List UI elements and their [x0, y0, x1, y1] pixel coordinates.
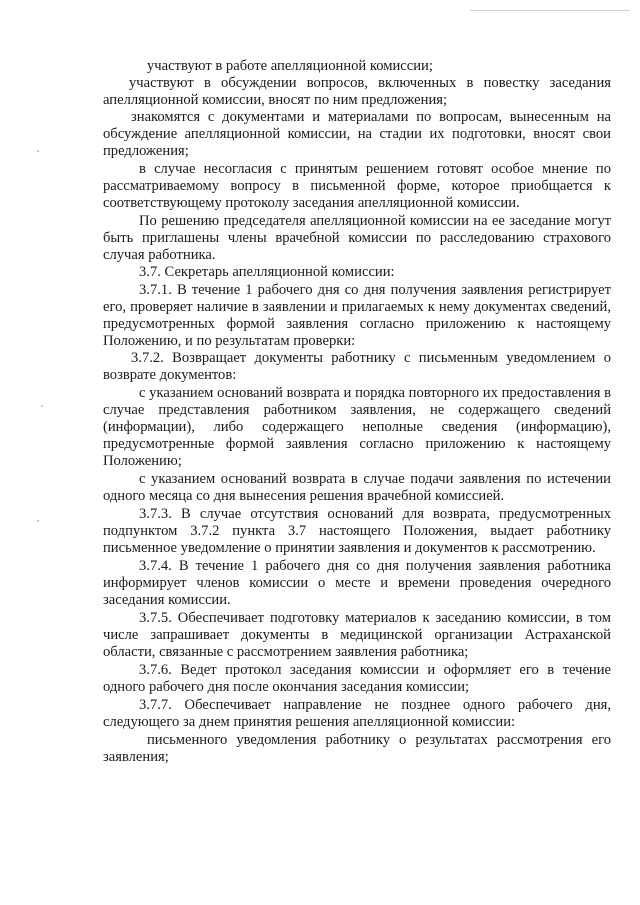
- paragraph: 3.7.7. Обеспечивает направление не позднее одного рабочего дня, следующего за днем принятия решения апелляционной комиссии:: [103, 697, 611, 730]
- paragraph: в случае несогласия с принятым решением готовят особое мнение по рассматриваемому вопросу в письменной форме, которое приобщается к соответствующему протоколу заседания апелляционной комиссии.: [103, 161, 611, 211]
- paragraph: 3.7.5. Обеспечивает подготовку материалов к заседанию комиссии, в том числе запрашивает документы в медицинской организации Астраханской области, связанные с рассмотрением заявления работника;: [103, 610, 611, 660]
- paragraph: с указанием оснований возврата в случае подачи заявления по истечении одного месяца со дня вынесения решения врачебной комиссией.: [103, 471, 611, 504]
- scan-speck: [37, 150, 39, 152]
- scan-speck: [41, 405, 43, 407]
- scan-speck: [37, 520, 39, 522]
- paragraph: По решению председателя апелляционной комиссии на ее заседание могут быть приглашены члены врачебной комиссии по расследованию страхового случая работника.: [103, 213, 611, 263]
- paragraph: 3.7.6. Ведет протокол заседания комиссии и оформляет его в течение одного рабочего дня после окончания заседания комиссии;: [103, 662, 611, 695]
- scan-edge-line: [470, 10, 630, 11]
- paragraph: 3.7. Секретарь апелляционной комиссии:: [139, 264, 395, 280]
- paragraph: письменного уведомления работнику о результатах рассмотрения его заявления;: [103, 732, 611, 765]
- paragraph: знакомятся с документами и материалами по вопросам, вынесенным на обсуждение апелляционной комиссии, на стадии их подготовки, вносят свои предложения;: [103, 109, 611, 159]
- document-body: [103, 58, 611, 766]
- paragraph: 3.7.1. В течение 1 рабочего дня со дня получения заявления регистрирует его, проверяет наличие в заявлении и прилагаемых к нему документах сведений, предусмотренных формой заявления согласно приложению к настоящему Положению, и по результатам проверки:: [103, 282, 611, 349]
- paragraph: 3.7.4. В течение 1 рабочего дня со дня получения заявления работника информирует членов комиссии о месте и времени проведения очередного заседания комиссии.: [103, 558, 611, 608]
- paragraph: 3.7.3. В случае отсутствия оснований для возврата, предусмотренных подпунктом 3.7.2 пункта 3.7 настоящего Положения, выдает работнику письменное уведомление о принятии заявления и документов к рассмотрению.: [103, 506, 611, 556]
- paragraph: участвуют в обсуждении вопросов, включенных в повестку заседания апелляционной комиссии, вносят по ним предложения;: [103, 75, 611, 108]
- paragraph: участвуют в работе апелляционной комиссии;: [147, 58, 433, 74]
- paragraph: 3.7.2. Возвращает документы работнику с письменным уведомлением о возврате документов:: [103, 350, 611, 383]
- paragraph: с указанием оснований возврата и порядка повторного их предоставления в случае представления работником заявления, не содержащего сведений (информации), либо содержащего неполные сведения (информацию), предусмотренные формой заявления согласно приложению к настоящему Положению;: [103, 385, 611, 469]
